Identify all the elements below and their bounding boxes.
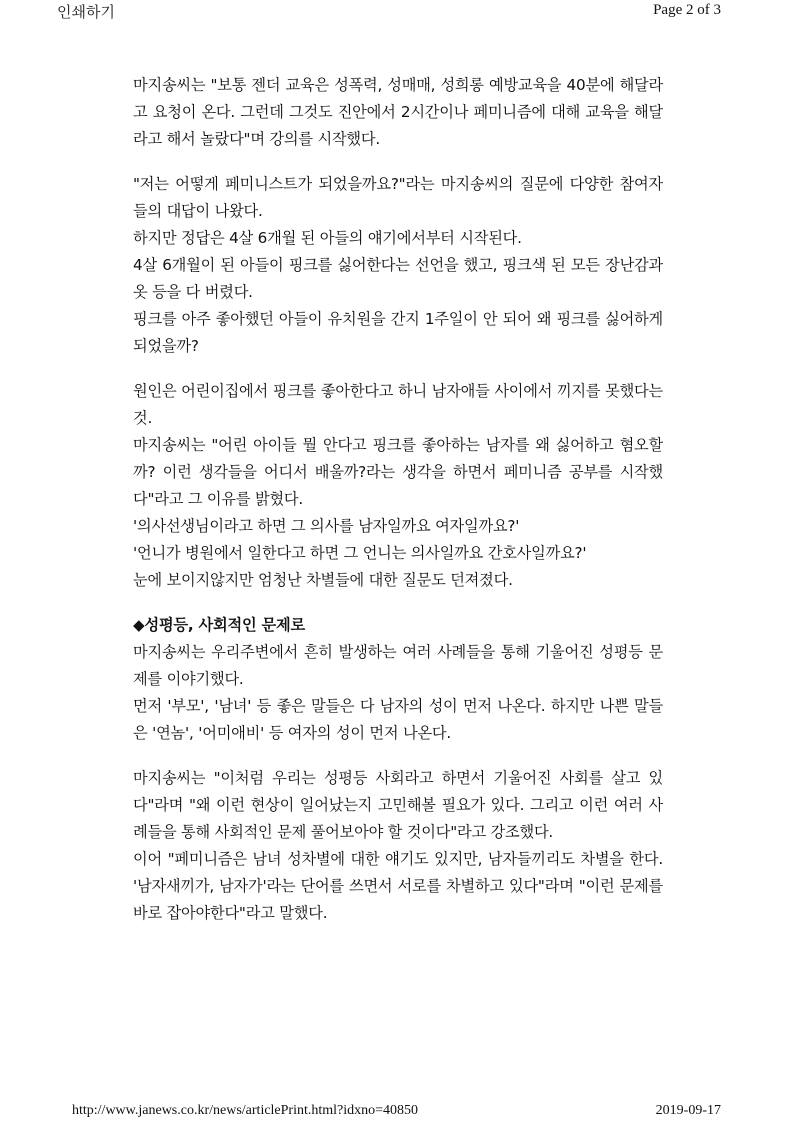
text-line: 하지만 정답은 4살 6개월 된 아들의 얘기에서부터 시작된다.: [133, 229, 522, 247]
text-line: 이어 "페미니즘은 남녀 성차별에 대한 얘기도 있지만, 남자들끼리도 차별을 한다. '남자새끼가, 남자가'라는 단어를 쓰면서 서로를 차별하고 있다"라며 "이런 문제를 바로 잡아야한다"라고 말했다.: [133, 850, 663, 922]
text-line: 마지송씨는 "이처럼 우리는 성평등 사회라고 하면서 기울어진 사회를 살고 있다"라며 "왜 이런 현상이 일어났는지 고민해볼 필요가 있다. 그리고 이런 여러 사례들을 통해 사회적인 문제 풀어보아야 할 것이다"라고 강조했다.: [133, 769, 663, 841]
paragraph-section: [133, 612, 663, 747]
text-line: '언니가 병원에서 일한다고 하면 그 언니는 의사일까요 간호사일까요?': [133, 544, 587, 562]
page-indicator: Page 2 of 3: [653, 2, 721, 18]
article-body: [133, 72, 663, 945]
text-line: 원인은 어린이집에서 핑크를 좋아한다고 하니 남자애들 사이에서 끼지를 못했다는 것.: [133, 382, 663, 427]
footer-url: http://www.janews.co.kr/news/articlePrint.html?idxno=40850: [72, 1103, 419, 1118]
section-heading: ◆성평등, 사회적인 문제로: [133, 616, 305, 634]
print-page-title: 인쇄하기: [57, 3, 115, 21]
text-line: "저는 어떻게 페미니스트가 되었을까요?"라는 마지송씨의 질문에 다양한 참여자들의 대답이 나왔다.: [133, 175, 663, 220]
text-line: 마지송씨는 "어린 아이들 뭘 안다고 핑크를 좋아하는 남자를 왜 싫어하고 혐오할까? 이런 생각들을 어디서 배울까?라는 생각을 하면서 페미니즘 공부를 시작했다"라고 그 이유를 밝혔다.: [133, 436, 663, 508]
paragraph-question: [133, 171, 663, 360]
paragraph-conclusion: [133, 765, 663, 927]
text-line: 4살 6개월이 된 아들이 핑크를 싫어한다는 선언을 했고, 핑크색 된 모든 장난감과 옷 등을 다 버렸다.: [133, 256, 663, 301]
text-line: 먼저 '부모', '남녀' 등 좋은 말들은 다 남자의 성이 먼저 나온다. 하지만 나쁜 말들은 '연놈', '어미애비' 등 여자의 성이 먼저 나온다.: [133, 697, 663, 742]
text-line: 핑크를 아주 좋아했던 아들이 유치원을 간지 1주일이 안 되어 왜 핑크를 싫어하게 되었을까?: [133, 310, 663, 355]
text-line: 마지송씨는 우리주변에서 흔히 발생하는 여러 사례들을 통해 기울어진 성평등 문제를 이야기했다.: [133, 643, 663, 688]
paragraph-reason: [133, 378, 663, 594]
text-line: 눈에 보이지않지만 엄청난 차별들에 대한 질문도 던져졌다.: [133, 571, 513, 589]
footer-date: 2019-09-17: [655, 1103, 721, 1118]
paragraph-intro: 마지송씨는 "보통 젠더 교육은 성폭력, 성매매, 성희롱 예방교육을 40분에 해달라고 요청이 온다. 그런데 그것도 진안에서 2시간이나 페미니즘에 대해 교육을 해달라고 해서 놀랐다"며 강의를 시작했다.: [133, 76, 663, 148]
text-line: '의사선생님이라고 하면 그 의사를 남자일까요 여자일까요?': [133, 517, 520, 535]
